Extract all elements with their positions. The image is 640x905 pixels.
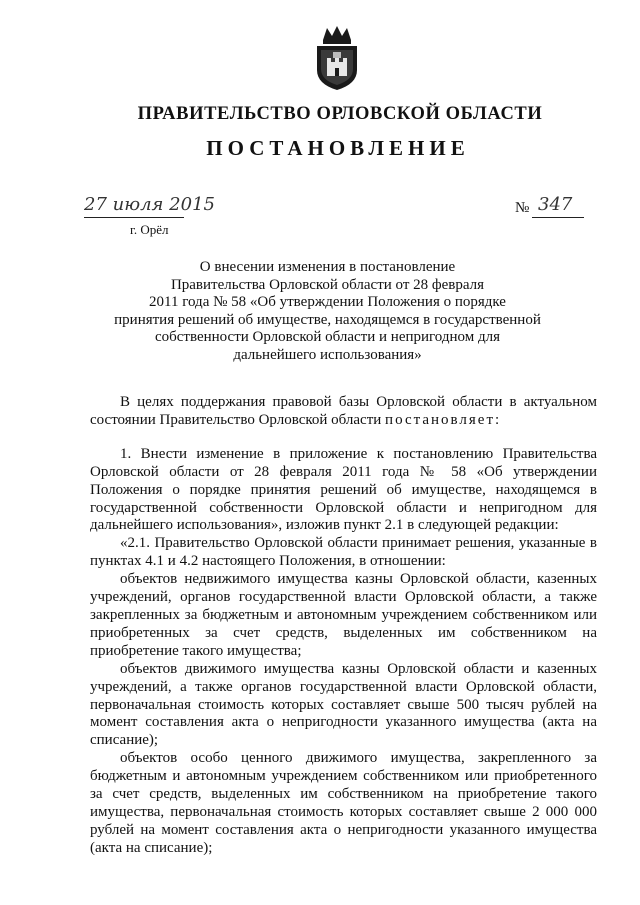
number-underline: [532, 217, 584, 218]
preamble-text: В целях поддержания правовой базы Орловской области в актуальном состоянии Правительство Орловской области: [90, 394, 597, 428]
coat-of-arms-icon: [313, 24, 361, 92]
date-underline: [84, 217, 184, 218]
subject-line: собственности Орловской области и непригодном для: [154, 329, 501, 345]
preamble-keyword: постановляет: [385, 411, 496, 428]
preamble-colon: :: [495, 411, 500, 428]
number-label: №: [515, 200, 530, 216]
document-body: [90, 394, 597, 858]
paragraph-3: объектов недвижимого имущества казны Орловской области, казенных учреждений, органов государственной власти Орловской области, а также закрепленных за бюджетным и автономным учреждением собственником или приобретенных за счет средств, выделенных им собственником на приобретение такого имущества;: [90, 571, 597, 659]
city-label: г. Орёл: [130, 222, 169, 237]
paragraph-2: «2.1. Правительство Орловской области принимает решения, указанные в пунктах 4.1 и 4.2 настоящего Положения, в отношении:: [90, 535, 597, 570]
paragraph-1: 1. Внести изменение в приложение к постановлению Правительства Орловской области от 28 февраля 2011 года № 58 «Об утверждении Положения о порядке принятия решений об имуществе, находящемся в государственной собственности Орловской области и непригодном для дальнейшего использования», изложив пункт 2.1 в следующей редакции:: [90, 445, 597, 534]
document-subject: [100, 259, 555, 364]
handwritten-number: 347: [538, 194, 573, 215]
subject-line: дальнейшего использования»: [233, 346, 422, 363]
handwritten-date: 27 июля 2015: [84, 194, 215, 215]
subject-line: 2011 года № 58 «Об утверждении Положения о порядке: [149, 294, 506, 310]
preamble-paragraph: [90, 394, 597, 430]
subject-line: Правительства Орловской области от 28 февраля: [170, 276, 485, 293]
government-title: ПРАВИТЕЛЬСТВО ОРЛОВСКОЙ ОБЛАСТИ: [137, 104, 543, 124]
document-type-title: ПОСТАНОВЛЕНИЕ: [206, 136, 470, 160]
paragraph-4: объектов движимого имущества казны Орловской области и казенных учреждений, а также органов государственной власти Орловской области, первоначальная стоимость которых составляет свыше 500 тысяч рублей на момент составления акта о непригодности указанного имущества (акта на списание);: [90, 660, 597, 749]
paragraph-5: объектов особо ценного движимого имущества, закрепленного за бюджетным и автономным учреждением собственником или приобретенного за счет средств, выделенных им собственником на приобретение такого имущества, первоначальная стоимость которых составляет свыше 2 000 000 рублей на момент составления акта о непригодности указанного имущества (акта на списание);: [90, 750, 597, 856]
subject-line: О внесении изменения в постановление: [199, 259, 456, 275]
subject-line: принятия решений об имуществе, находящемся в государственной: [114, 311, 541, 328]
